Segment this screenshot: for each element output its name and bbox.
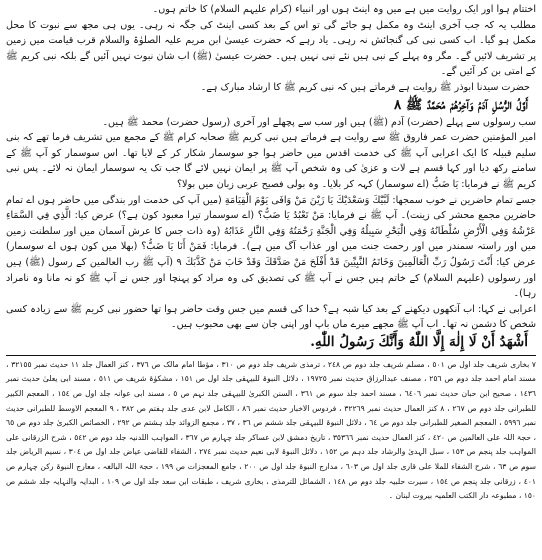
main-text [6,2,536,96]
paragraph-2: مطلب یہ کہ جب آخری اینٹ وہ مکمل ہو جائے گی تو اس کے بعد کسی اینٹ کی جگہ نہ رہی۔ یوں ہی مجھ سے نبوت کا محل مکمل ہو گیا۔ اب کسی نبی کی گنجائش نہ رہی۔ یاد رہے کہ حضرت عیسیٰ ابن مریم علیہ الصلوٰۃ والسلام قرب قیامت میں زمین پر تشریف لائیں گے۔ مگر وہ پہلے کے نبی ہیں نئے نبی نہیں ہیں۔ حضرت عیسیٰ (ﷺ) اب شان نبوت نہیں آئیں گے بلکہ نبی کریم ﷺ کے امتی بن کر آئیں گے۔ [6,19,536,78]
footnote-divider [6,355,536,356]
paragraph-5: امیر المؤمنین حضرت عمر فاروق ﷺ سے روایت ہے فرماتے ہیں نبی کریم ﷺ صحابہ کرام ﷺ کے مجمع میں تشریف فرما تھے کہ بنی سلیم قبیلہ کا ایک اعرابی آپ ﷺ کی خدمت اقدس میں حاضر ہوا جو سوسمار شکار کر کے لایا تھا۔ اس سوسمار کو آپ ﷺ کے سامنے رکھ دیا اور کہا قسم ہے لات و عزیٰ کی وہ شخص آپ ﷺ پر ایمان نہیں لائے گا جب تک یہ سوسمار ایمان نہ لائے۔ پس نبی کریم ﷺ نے فرمایا: یَا ضَبُّ (اے سوسمار) کہہ کر بلایا۔ وہ بولی فصیح عربی زبان میں بولا؟ [6,132,536,190]
footnotes-references: ٧ بخاری شریف جلد اول ص ٥٠١ ، مسلم شریف جلد دوم ص ٢٤٨ ، ترمذی شریف جلد دوم ص ٣١٠ ، مؤطا امام مالک ص ٣٧٦ ، کنز العمال جلد ١١ حدیث نمبر ٣٢١٥٥ ، مسند امام احمد جلد دوم ص ٢٥٦ ، مصنف عبدالرزاق حدیث نمبر ١٩٧٢٥ ، دلائل النبوۃ للبیہقی جلد اول ص ١٥١ ، مشکوٰۃ شریف ص ٥١١ ، مسند ابی یعلیٰ حدیث نمبر ١٤٣٦ ، صحیح ابن حبان حدیث نمبر ٦٤٠٦ ، مسند احمد جلد سوم ص ٣٦١ ، السنن الکبریٰ للبیہقی جلد نہم ص ٥ ، مسند ابی عوانہ جلد اول ص ١٥٤ ، المعجم الکبیر للطبرانی جلد دوم ص ٢٦٧ ، ٨ کنز العمال حدیث نمبر ٣٢٢٦٩ ، فردوس الاخبار حدیث نمبر ٨٦ ، الکامل لابن عدی جلد ہفتم ص ٣٨٢ ، ٩ المعجم الاوسط للطبرانی حدیث نمبر ٥٩٩٦ ، المعجم الصغیر للطبرانی جلد دوم ص ٦٤ ، دلائل النبوۃ للبیہقی جلد ششم ص ٣٦ ، ٣٧ ، مجمع الزوائد جلد ہشتم ص ٢٩٢ ، الخصائص الکبریٰ جلد دوم ص ٦٥ ، حجۃ اللہ علی العالمین ص ٤٢٠ ، کنز العمال حدیث نمبر ٣٥٣٦٦ ، تاریخ دمشق لابن عساکر جلد چہارم ص ٣٦٧ ، المواہب اللدنیہ جلد دوم ص ٥٤٢ ، شرح الزرقانی علی المواہب جلد پنجم ص ١٥٣ ، سبل الہدیٰ والرشاد جلد دہم ص ١٥٢ ، دلائل النبوۃ لابی نعیم حدیث نمبر ٢٧٤ ، الشفاء للقاضی عیاض جلد اول ص ٣٠٤ ، نسیم الریاض جلد سوم ص ٦٣ ، شرح الشفاء للملا علی قاری جلد اول ص ٦٠٣ ، مدارج النبوۃ جلد اول ص ٢٠٠ ، جامع المعجزات ص ١٩٩ ، حجۃ اللہ البالغہ ، معارج النبوۃ رکن چہارم ص ٤٠١ ، زرقانی جلد پنجم ص ١٥٤ ، سیرت حلبیہ جلد دوم ص ١٤٨ ، الشمائل للترمذی ، بخاری شریف ، طبقات ابن سعد جلد اول ص ١٠٩ ، البدایہ والنہایہ جلد ششم ص ١٥٠ ، مطبوعہ دار الکتب العلمیہ بیروت لبنان ۔ [6,359,537,501]
paragraph-6: جسے تمام حاضرین نے خوب سمجھا: لَبَّيْكَ وَسَعْدَيْكَ يَا زَيْنَ مَنْ وَافَى يَوْمَ الْقِيَامَةِ (میں آپ کی خدمت اور بندگی میں حاضر ہوں اے تمام حاضرین مجمع محشر کی زینت)۔ آپ ﷺ نے فرمایا: مَنْ تَعْبُدُ يَا ضَبُّ؟ (اے سوسمار تیرا معبود کون ہے؟) عرض کیا: الَّذِي فِي السَّمَاءِ عَرْشُهُ وَفِي الْأَرْضِ سُلْطَانُهُ وَفِي الْبَحْرِ سَبِيلُهُ وَفِي الْجَنَّةِ رَحْمَتُهُ وَفِي النَّارِ عَذَابُهُ (وہ ذات جس کا عرش آسمان میں اور سلطنت زمین میں اور راستہ سمندر میں اور رحمت جنت میں اور عذاب آگ میں ہے)۔ فرمایا: فَمَنْ أَنَا يَا ضَبُّ؟ (بھلا میں کون ہوں اے سوسمار) عرض کیا: أَنْتَ رَسُولُ رَبِّ الْعَالَمِينَ وَخَاتَمُ النَّبِيِّينَ قَدْ أَفْلَحَ مَنْ صَدَّقَكَ وَقَدْ خَابَ مَنْ كَذَّبَكَ ٩ (آپ ﷺ رب العالمین کے رسول (ﷺ) ہیں اور رسولوں (علیہم السلام) کے خاتم ہیں جس نے آپ ﷺ کی تصدیق کی وہ مراد کو پہنچا اور جس نے آپ ﷺ کو نہ مانا وہ نامراد رہا)۔ [6,194,536,300]
paragraph-4: سب رسولوں سے پہلے (حضرت) آدم (ﷺ) ہیں اور سب سے پچھلے اور آخری (رسول حضرت) محمد ﷺ ہیں۔ [102,116,536,128]
hadith-arabic-quote: أَوَّلُ الرُّسُلِ آدَمُ وَآخِرُهُمْ مُحَمَّدٌ ﷺ ٨ [394,96,528,113]
main-text-continued [6,115,536,333]
paragraph-1: اختتام ہوا اور ایک روایت میں ہے میں وہ اینٹ ہوں اور انبیاء (کرام علیہم السلام) کا خاتم ہوں۔ [152,4,536,15]
shahada-arabic-line: أَشْهَدُ أَنْ لَا إِلٰهَ إِلَّا اللّٰهُ وَأَنَّكَ رَسُولُ اللّٰهِ. [310,333,528,350]
paragraph-3: حضرت سیدنا ابوذر ﷺ روایت ہے فرماتے ہیں کہ نبی کریم ﷺ کا ارشاد مبارک ہے۔ [200,81,530,93]
document-page [6,2,536,558]
paragraph-7: اعرابی نے کہا: اب آنکھوں دیکھنے کے بعد کیا شبہ ہے؟ خدا کی قسم میں جس وقت حاضر ہوا تھا حضور نبی کریم ﷺ سے زیادہ کسی شخص کا دشمن نہ تھا۔ اب آپ ﷺ مجھے میرے ماں باپ اور اپنی جان سے بھی محبوب ہیں۔ [6,303,536,331]
